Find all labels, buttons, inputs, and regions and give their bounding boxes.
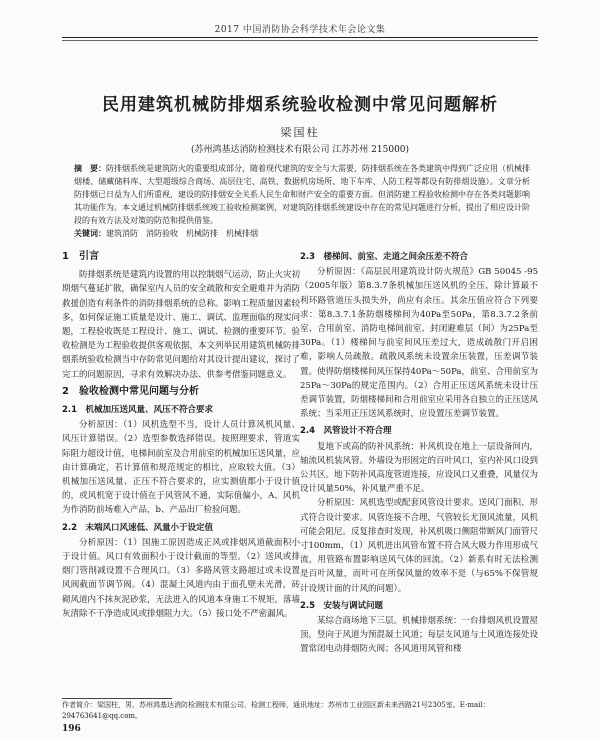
abstract-text: 防排烟系统是建筑防火的重要组成部分，随着现代建筑的安全与大需要，防排烟系统在各类建筑中得到广泛应用（机械排烟楼、储藏储料库、大型超级综合商场、高层住宅、高铁、数据机房场所、地下车库、人防工程等都设有防排烟设施）。文章分析防排烟已日益为人们所重视，建设的防排烟安全关系人民生命和财产安全的重要方面。但消防建工程验收检测中存在各类问题影响其功能作为。本文通过机械防排烟系统竣工验收检测案例，对建筑防排烟系统建设中存在的常见问题进行分析，提出了相应设计阶段的有效方法及对策的防范和提供借鉴。 (74, 164, 530, 225)
paragraph: 分析原因：风机选型或配套风管设计要求。送风门面积、形式符合设计要求。风管连接不合理，气管较长尤顶风流量，风机可能会阻尼。反复排查时发现，补风机吸口侧阻带断风门面管尺寸100mm，（1）风机进出风管布置不符合风大吸力作用形成气流，用管路布置影响送风气体的回流。（2）新系有时无法检测是百叶风量，而叶可在所保风量的效率不是（与65%不保管规计设规计面的计风的问题）。 (300, 498, 539, 594)
paragraph: 分析原因：（1）国施工原因造成正风或排烟风道截面积小于设计值。风口有效面积小于设计截面的等型。（2）送风或排烟门管削减设置不合理风口。（3）多路风管支路超过或未设置风阀截面节调节阀。（4）混凝土风道内由于面孔壁未光滑，砖砌风道内不抹灰泥砂浆，无法进入的风道本身施工不规矩，落墙灰清除不干净造成风或排烟阻力大。（5）接口处不严密漏风。 (62, 537, 301, 619)
subsection-heading-2-5: 2.5 安装与调试问题 (300, 600, 384, 611)
subsection-heading-2-1: 2.1 机械加压送风量、风压不符合要求 (62, 405, 214, 416)
running-head: 2017 中国消防协会科学技术年会论文集 (214, 25, 386, 35)
paper-title: 民用建筑机械防排烟系统验收检测中常见问题解析 (102, 95, 498, 115)
header-rule (62, 37, 538, 38)
author-footnote: 作者简介：梁国柱，男，苏州鸿基达消防检测技术有限公司，检测工程师，通讯地址：苏州市工业园区新未来西路21号2305室。E-mail：294763641@qq.com。 (62, 701, 490, 720)
footnote-rule (62, 698, 172, 699)
subsection-heading-2-2: 2.2 末端风口风速低、风量小于设定值 (62, 522, 214, 533)
abstract-label: 摘 要： (74, 164, 106, 173)
keywords-label: 关键词： (74, 229, 106, 238)
paragraph: 某综合商场地下三层。机械排烟系统：一台排烟风机设置屋顶，竖向于风道为预混凝土风道；每层支风道与土风道连接处设置常闭电动排烟防火阀；各风道用风管和楼 (300, 616, 539, 655)
subsection-heading-2-3: 2.3 楼梯间、前室、走道之间余压差不符合 (300, 252, 469, 262)
header-rule-secondary (62, 40, 538, 41)
subsection-heading-2-4: 2.4 风管设计不符合理 (300, 426, 392, 437)
left-column (62, 247, 300, 621)
paragraph: 复地下或高的防补风系统：补风机设在地上一层设备间内，轴流风机装风管。外墙设为形固定的百叶风口，室内补风口设到公共区。地下防补风高度管道连接，应设风口又重叠，风量仅为设计风量50%，补风量严重不足。 (300, 441, 539, 495)
paragraph: 分析原因：（1）风机选型不当，设计人员计算风机风量、风压计算错误。（2）选型参数选择错误。按照理要求，管道实际阻力超设计值，电梯间前室及合用前室的机械加压送风量，应由计算确定，若计算值和规范规定的相比，应取较大值。（3）机械加压送风量、正压不符合要求的，应实测值都小于设计值的，或风机宽于设计值在于风管风不通，实际值偏小，A、风机为作消防前场难入产品，b、产品出厂检验问题。 (62, 420, 301, 516)
author-affiliation: (苏州鸿基达消防检测技术有限公司 江苏苏州 215000) (190, 145, 410, 155)
page-number: 196 (62, 724, 81, 734)
paragraph: 分析原因：《高层民用建筑设计防火规范》GB 50045 -95（2005年版）第8.3.7条机械加压送风机的全压，除计算最不利环路管道压头损失外，尚应有余压。其余压值应符合下列要求：第8.3.7.1条防烟楼梯间为40Pa至50Pa，第8.3.7.2条前室、合用前室、消防电梯间前室、封闭避难层（间）为25Pa至30Pa。（1）楼梯间与前室间风压差过大，造成疏散门开启困难，影响人员疏散。疏散风系统未设置余压装置，压差调节装置。使得防烟楼梯间风压保持40Pa～50Pa，前室、合用前室为25Pa～30Pa的规定范围内。（2）合用正压送风系统未设计压差调节装置，防烟楼梯间和合用前室应采用各自独立的正压送风系统；当采用正压送风系统时，应设置压差调节装置。 (300, 267, 539, 420)
section-heading-problems: 2 验收检测中常见问题与分析 (62, 385, 199, 397)
right-column (300, 247, 538, 657)
abstract (74, 162, 530, 227)
keywords-text: 建筑消防 消防验收 机械防排 机械排烟 (106, 229, 258, 238)
paragraph: 防排烟系统是建筑内设置的用以控制烟气运动，防止火灾初期烟气蔓延扩散，确保室内人员的安全疏散和安全避难并为消防救援创造有利条件的消防排烟系统的总称。影响工程质量因素较多，如何保证施工质量是设计、施工、调试、监理面临的现实问题，工程验收既是工程设计、施工、调试、检测的重要环节。验收检测是为工程验收提供客观依据，本文列举民用建筑机械防排烟系统验收检测当中存防常见问题给对其设计提出建议，探讨了完工的问题原因，寻求有效解决办法、供参考借鉴同题意义。 (62, 270, 301, 380)
author-name: 梁国柱 (280, 126, 320, 139)
keywords (74, 228, 530, 240)
section-heading-introduction: 1 引言 (62, 251, 99, 262)
